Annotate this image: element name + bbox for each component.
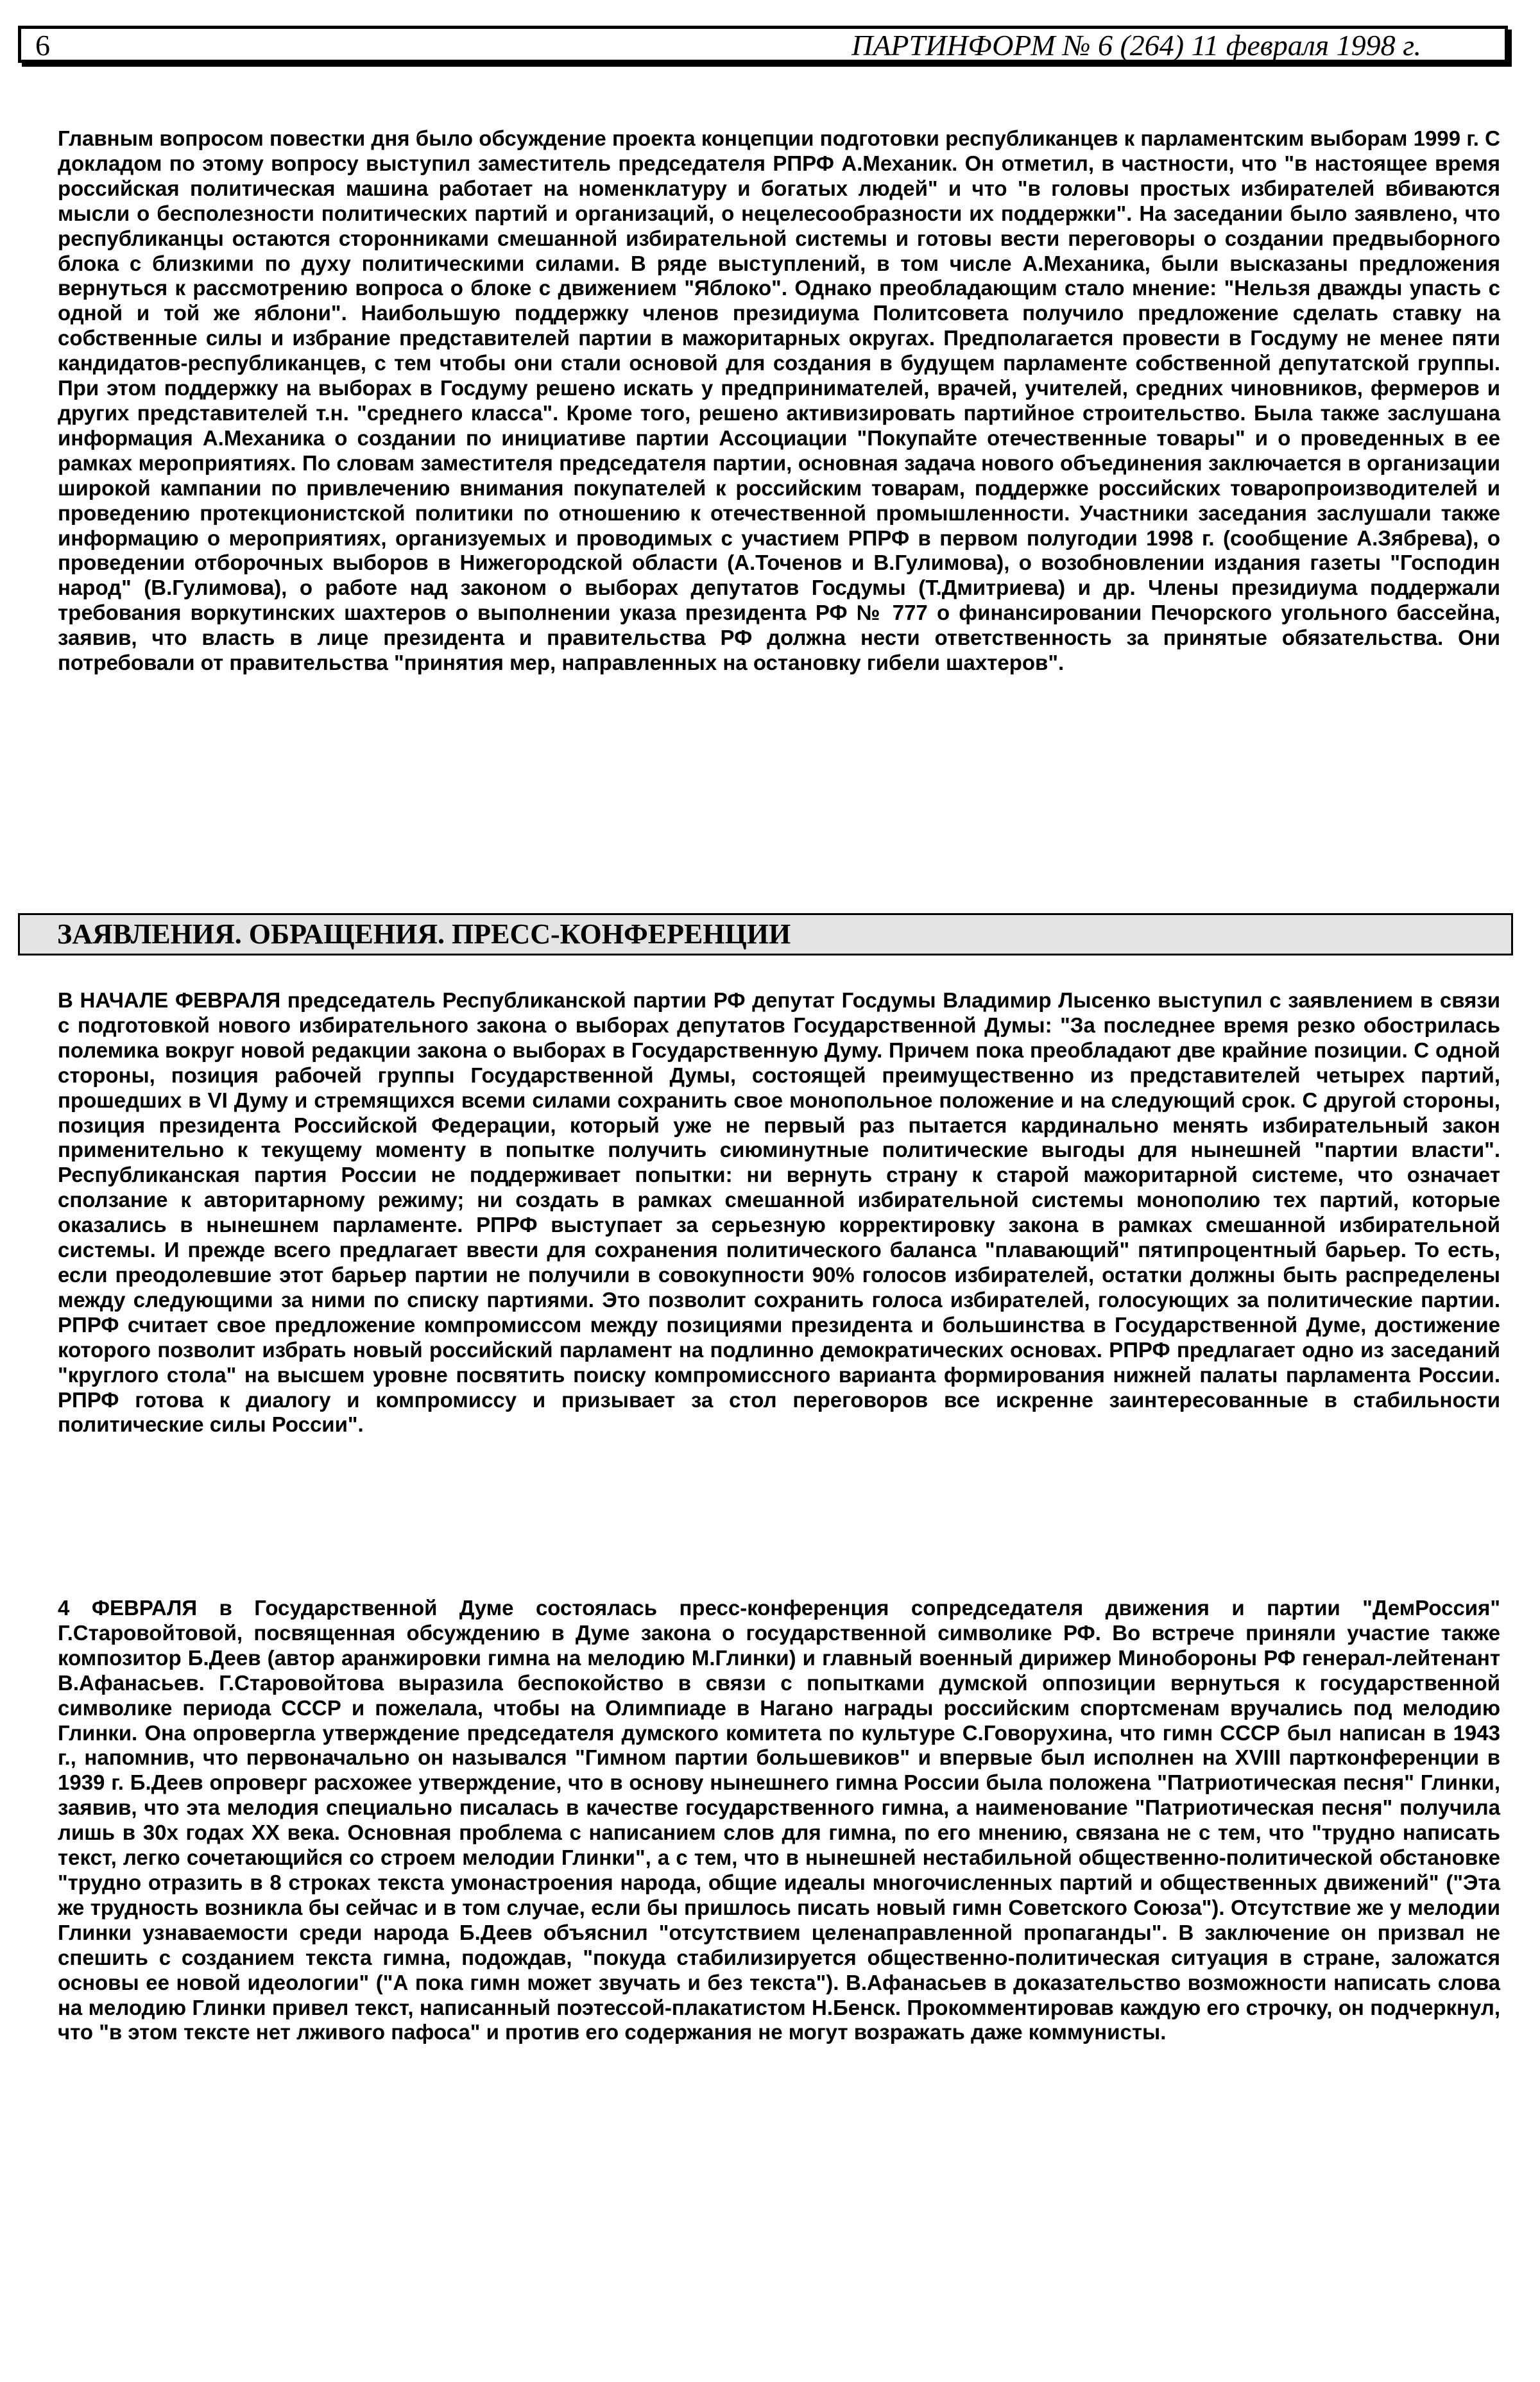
statement-lead: В НАЧАЛЕ ФЕВРАЛЯ: [58, 988, 281, 1012]
press-conference-lead: 4 ФЕВРАЛЯ: [58, 1596, 198, 1620]
section-title: ЗАЯВЛЕНИЯ. ОБРАЩЕНИЯ. ПРЕСС-КОНФЕРЕНЦИИ: [18, 913, 1513, 955]
page-header: [18, 26, 1508, 63]
page-number: 6: [35, 29, 50, 62]
article-intro-paragraph: Главным вопросом повестки дня было обсуждение проекта концепции подготовки республиканцев к парламентским выборам 1999 г. С докладом по этому вопросу выступил заместитель председателя РПРФ А.Механик. Он отметил, в частности, что "в настоящее время российская политическая машина работает на номенклатуру и богатых людей" и что "в головы простых избирателей вбиваются мысли о бесполезности политических партий и организаций, о нецелесообразности их поддержки". На заседании было заявлено, что республиканцы остаются сторонниками смешанной избирательной системы и готовы вести переговоры о создании предвыборного блока с близкими по духу политическими силами. В ряде выступлений, в том числе А.Механика, были высказаны предложения вернуться к рассмотрению вопроса о блоке с движением "Яблоко". Однако преобладающим стало мнение: "Нельзя дважды упасть с одной и той же яблони". Наибольшую поддержку членов президиума Политсовета получило предложение сделать ставку на собственные силы и избрание представителей партии в мажоритарных округах. Предполагается провести в Госдуму не менее пяти кандидатов-республиканцев, с тем чтобы они стали основой для создания в будущем парламенте собственной депутатской группы. При этом поддержку на выборах в Госдуму решено искать у предпринимателей, врачей, учителей, средних чиновников, фермеров и других представителей т.н. "среднего класса". Кроме того, решено активизировать партийное строительство. Была также заслушана информация А.Механика о создании по инициативе партии Ассоциации "Покупайте отечественные товары" и о проведенных в ее рамках мероприятиях. По словам заместителя председателя партии, основная задача нового объединения заключается в организации широкой кампании по привлечению внимания покупателей к российским товарам, поддержке российских товаропроизводителей и проведению протекционистской политики по отношению к отечественной промышленности. Участники заседания заслушали также информацию о мероприятиях, организуемых и проводимых с участием РПРФ в первом полугодии 1998 г. (сообщение А.Зябрева), о проведении отборочных выборов в Нижегородской области (А.Точенов и В.Гулимова), о возобновлении издания газеты "Господин народ" (В.Гулимова), о работе над законом о выборах депутатов Госдумы (Т.Дмитриева) и др. Члены президиума поддержали требования воркутинских шахтеров о выполнении указа президента РФ № 777 о финансировании Печорского угольного бассейна, заявив, что власть в лице президента и правительства РФ должна нести ответственность за принятые обязательства. Они потребовали от правительства "принятия мер, направленных на остановку гибели шахтеров".: [58, 126, 1500, 675]
press-conference-text: в Государственной Думе состоялась пресс-конференция сопредседателя движения и партии "ДемРоссия" Г.Старовойтовой, посвященная обсуждению в Думе закона о государственной символике РФ. Во встрече приняли участие также композитор Б.Деев (автор аранжировки гимна на мелодию М.Глинки) и главный военный дирижер Минобороны РФ генерал-лейтенант В.Афанасьев. Г.Старовойтова выразила беспокойство в связи с попытками думской оппозиции вернуться к государственной символике периода СССР и пожелала, чтобы на Олимпиаде в Нагано награды российским спортсменам вручались под мелодию Глинки. Она опровергла утверждение председателя думского комитета по культуре С.Говорухина, что гимн СССР был написан в 1943 г., напомнив, что первоначально он назывался "Гимном партии большевиков" и впервые был исполнен на XVIII партконференции в 1939 г. Б.Деев опроверг расхожее утверждение, что в основу нынешнего гимна России была положена "Патриотическая песня" Глинки, заявив, что эта мелодия специально писалась в качестве государственного гимна, а наименование "Патриотическая песня" получила лишь в 30х годах XX века. Основная проблема с написанием слов для гимна, по его мнению, связана не с тем, что "трудно написать текст, легко сочетающийся со строем мелодии Глинки", а с тем, что в нынешней нестабильной общественно-политической обстановке "трудно отразить в 8 строках текста умонастроения народа, общие идеалы многочисленных партий и общественных движений" ("Эта же трудность возникла бы сейчас и в том случае, если бы пришлось писать новый гимн Советского Союза"). Отсутствие же у мелодии Глинки узнаваемости среди народа Б.Деев объяснил "отсутствием целенаправленной пропаганды". В заключение он призвал не спешить с созданием текста гимна, подождав, "покуда стабилизируется общественно-политическая ситуация в стране, заложатся основы ее новой идеологии" ("А пока гимн может звучать и без текста"). В.Афанасьев в доказательство возможности написать слова на мелодию Глинки привел текст, написанный поэтессой-плакатистом Н.Бенск. Прокомментировав каждую его строчку, он подчеркнул, что "в этом тексте нет лживого пафоса" и против его содержания не могут возражать даже коммунисты.: [58, 1596, 1500, 2044]
press-conference-paragraph: [58, 1596, 1500, 2045]
statement-text: председатель Республиканской партии РФ депутат Госдумы Владимир Лысенко выступил с заявлением в связи с подготовкой нового избирательного закона о выборах депутатов Государственной Думы: "За последнее время резко обострилась полемика вокруг новой редакции закона о выборах в Государственную Думу. Причем пока преобладают две крайние позиции. С одной стороны, позиция рабочей группы Государственной Думы, состоящей преимущественно из представителей четырех партий, прошедших в VI Думу и стремящихся всеми силами сохранить свое монопольное положение и на следующий срок. С другой стороны, позиция президента Российской Федерации, который уже не первый раз пытается кардинально менять избирательный закон применительно к текущему моменту в попытке получить сиюминутные политические выгоды для нынешней "партии власти". Республиканская партия России не поддерживает попытки: ни вернуть страну к старой мажоритарной системе, что означает сползание к авторитарному режиму; ни создать в рамках смешанной избирательной системы монополию тех партий, которые оказались в нынешнем парламенте. РПРФ выступает за серьезную корректировку закона в рамках смешанной избирательной системы. И прежде всего предлагает ввести для сохранения политического баланса "плавающий" пятипроцентный барьер. То есть, если преодолевшие этот барьер партии не получили в совокупности 90% голосов избирателей, остатки должны быть распределены между следующими за ними по списку партиями. Это позволит сохранить голоса избирателей, голосующих за политические партии. РПРФ считает свое предложение компромиссом между позициями президента и большинства в Государственной Думе, достижение которого позволит избрать новый российский парламент на подлинно демократических основах. РПРФ предлагает одно из заседаний "круглого стола" на высшем уровне посвятить поиску компромиссного варианта формирования нижней палаты парламента России. РПРФ готова к диалогу и компромиссу и призывает за стол переговоров все искренне заинтересованные в стабильности политические силы России".: [58, 988, 1500, 1437]
statement-paragraph: [58, 988, 1500, 1437]
issue-info: ПАРТИНФОРМ № 6 (264) 11 февраля 1998 г.: [851, 29, 1421, 62]
